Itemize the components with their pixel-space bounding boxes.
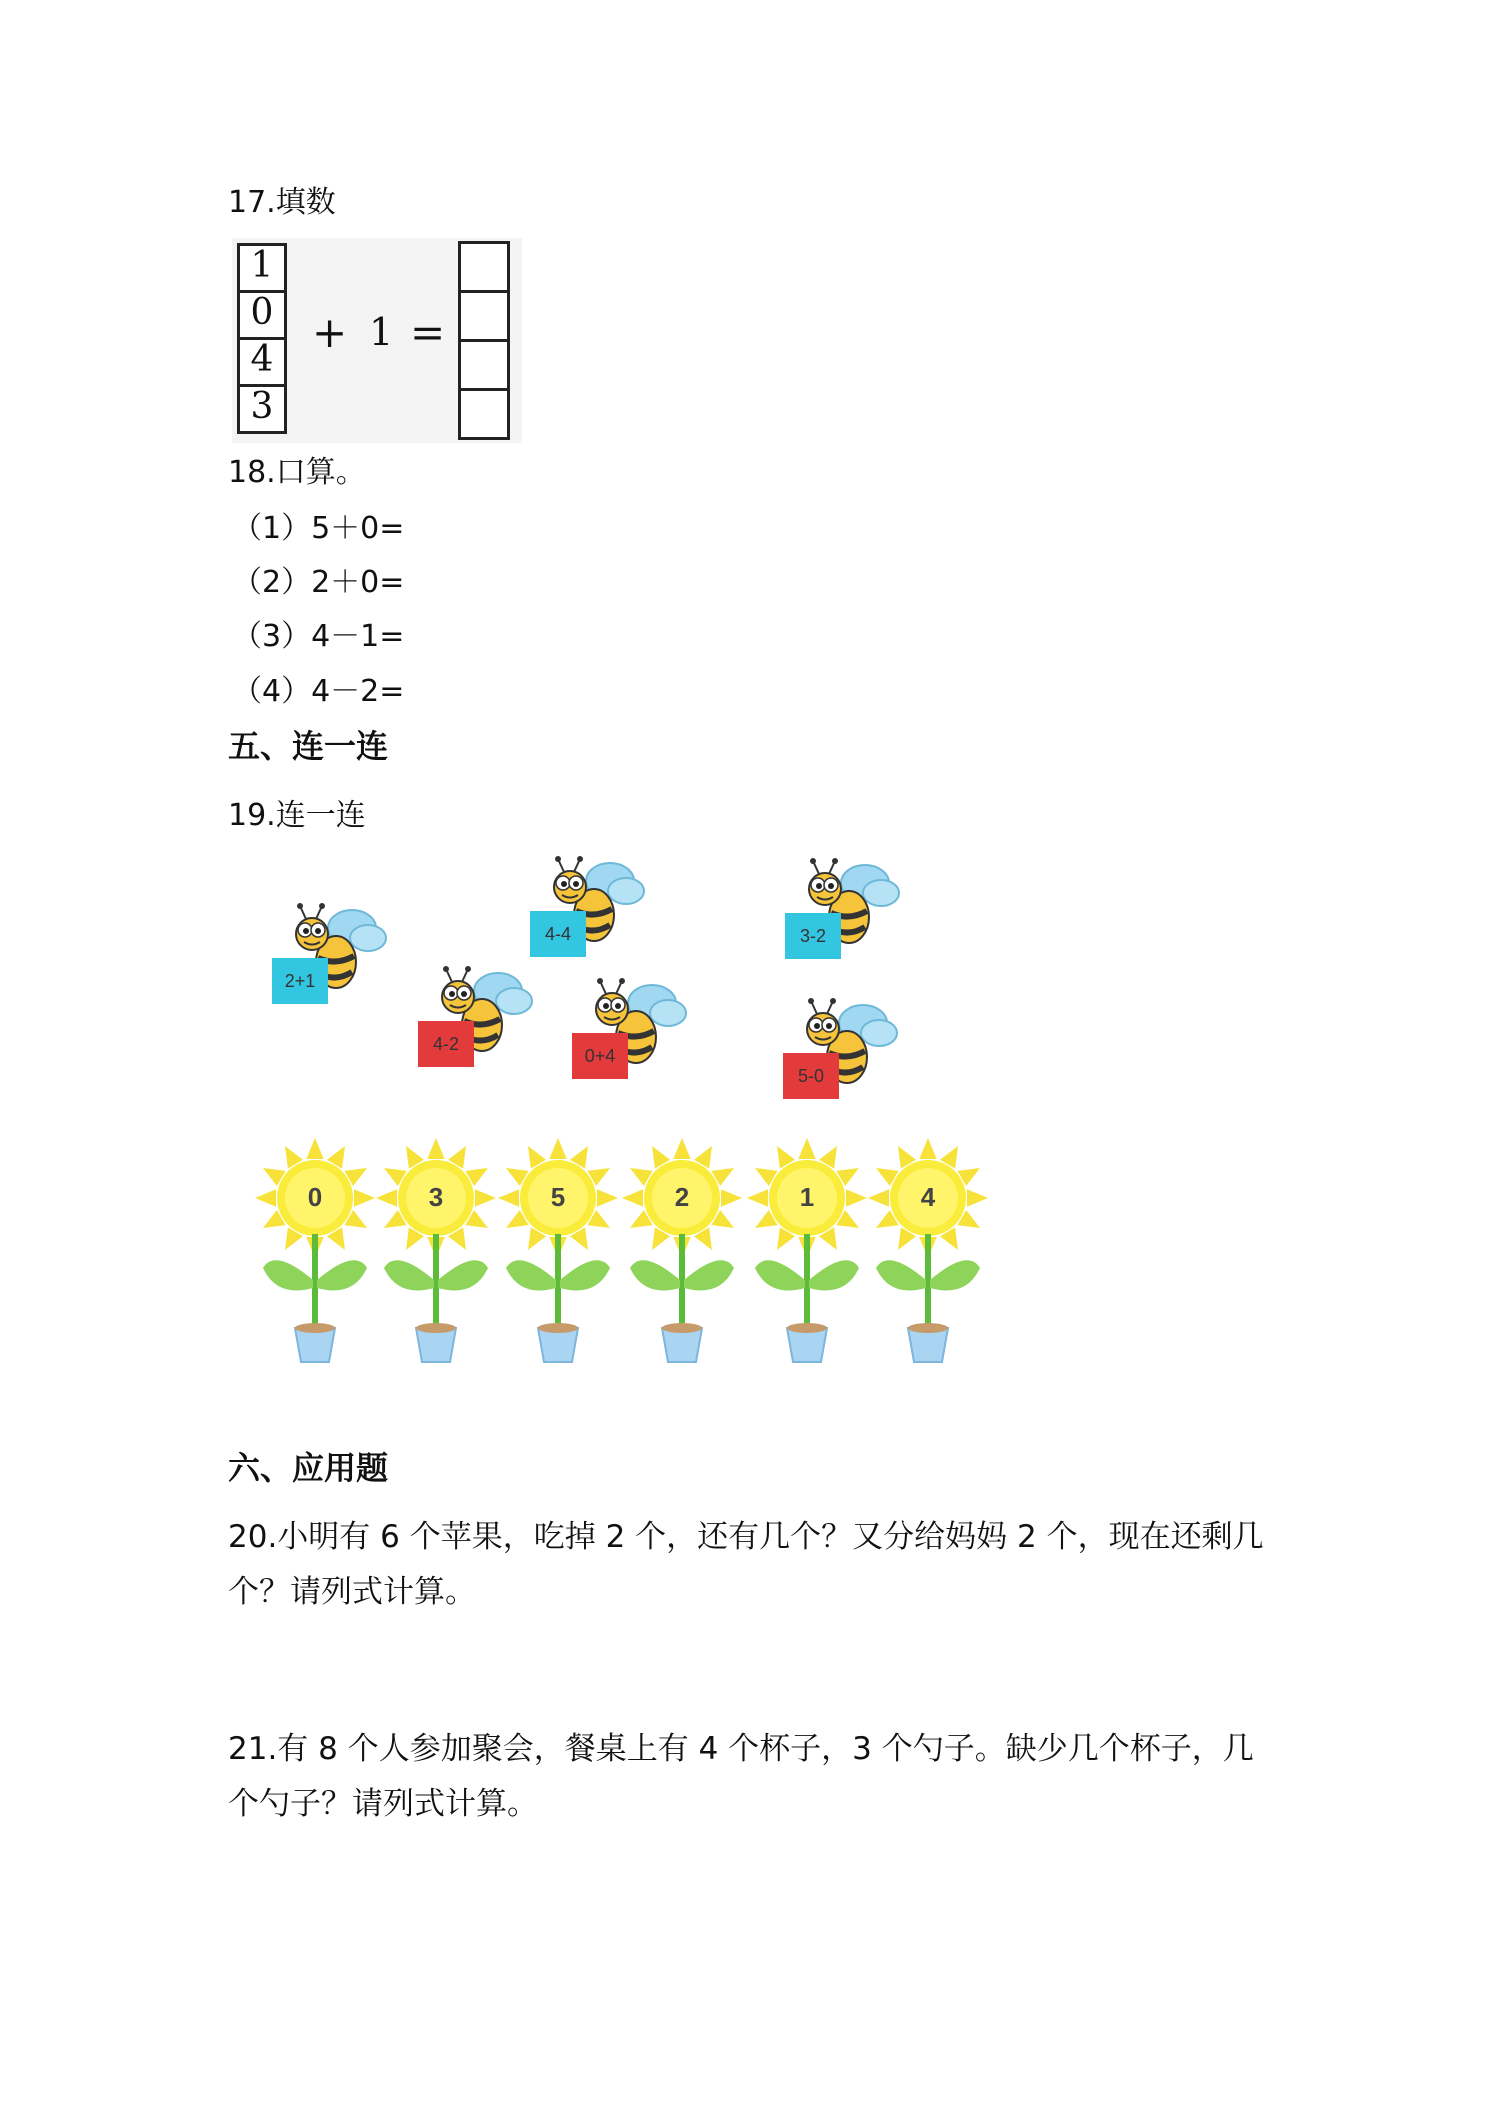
- bee[interactable]: [572, 975, 692, 1085]
- bee-expression-card: 4-4: [530, 911, 586, 957]
- digit: 4: [250, 339, 274, 380]
- flower-number: 3: [428, 1182, 444, 1212]
- bee[interactable]: [783, 995, 903, 1105]
- bee[interactable]: [272, 900, 392, 1010]
- section6-title: 六、应用题: [228, 1449, 389, 1487]
- bee-expression-card: 3-2: [785, 913, 841, 959]
- q20-text: 20.小明有 6 个苹果，吃掉 2 个，还有几个？又分给妈妈 2 个，现在还剩几个？请列式计算。: [228, 1519, 1264, 1610]
- sunflower-icon: [376, 1130, 496, 1380]
- bee-expression-card: 0+4: [572, 1033, 628, 1079]
- q21-text: 21.有 8 个人参加聚会，餐桌上有 4 个杯子，3 个勺子。缺少几个杯子，几个勺子？请列式计算。: [228, 1731, 1254, 1822]
- sunflower-icon: [868, 1130, 988, 1380]
- flower[interactable]: [376, 1130, 496, 1380]
- digit: 3: [250, 386, 274, 427]
- q18-item: （2）2＋0=: [232, 565, 405, 600]
- flower-number: 1: [799, 1182, 815, 1212]
- q18-item: （4）4－2=: [232, 674, 405, 709]
- plus-sign: +: [312, 308, 348, 357]
- section5-title: 五、连一连: [228, 727, 389, 765]
- q18-label: 18.口算。: [228, 455, 366, 490]
- addend: 1: [369, 310, 394, 354]
- q17-label: 17.填数: [228, 185, 336, 220]
- bee-expression-card: 4-2: [418, 1021, 474, 1067]
- flower-number: 0: [307, 1182, 323, 1212]
- answer-box[interactable]: [458, 290, 510, 342]
- sunflower-icon: [255, 1130, 375, 1380]
- flower-number: 2: [674, 1182, 690, 1212]
- flower[interactable]: [747, 1130, 867, 1380]
- bee-expression-card: 5-0: [783, 1053, 839, 1099]
- equals-sign: =: [410, 308, 446, 357]
- q19-label: 19.连一连: [228, 798, 366, 833]
- sunflower-icon: [498, 1130, 618, 1380]
- bee[interactable]: [418, 963, 538, 1073]
- q17-figure: [232, 238, 522, 443]
- flower[interactable]: [255, 1130, 375, 1380]
- q18-item: （3）4－1=: [232, 619, 405, 654]
- flower-number: 5: [550, 1182, 566, 1212]
- digit: 0: [250, 292, 274, 333]
- bee-expression-card: 2+1: [272, 958, 328, 1004]
- flower[interactable]: [868, 1130, 988, 1380]
- flower-number: 4: [920, 1182, 936, 1212]
- sunflower-icon: [622, 1130, 742, 1380]
- answer-box[interactable]: [458, 339, 510, 391]
- bee[interactable]: [530, 853, 650, 963]
- bee[interactable]: [785, 855, 905, 965]
- sunflower-icon: [747, 1130, 867, 1380]
- answer-box[interactable]: [458, 388, 510, 440]
- digit: 1: [250, 245, 274, 286]
- flower[interactable]: [498, 1130, 618, 1380]
- answer-box[interactable]: [458, 241, 510, 293]
- q18-item: （1）5＋0=: [232, 511, 405, 546]
- flower[interactable]: [622, 1130, 742, 1380]
